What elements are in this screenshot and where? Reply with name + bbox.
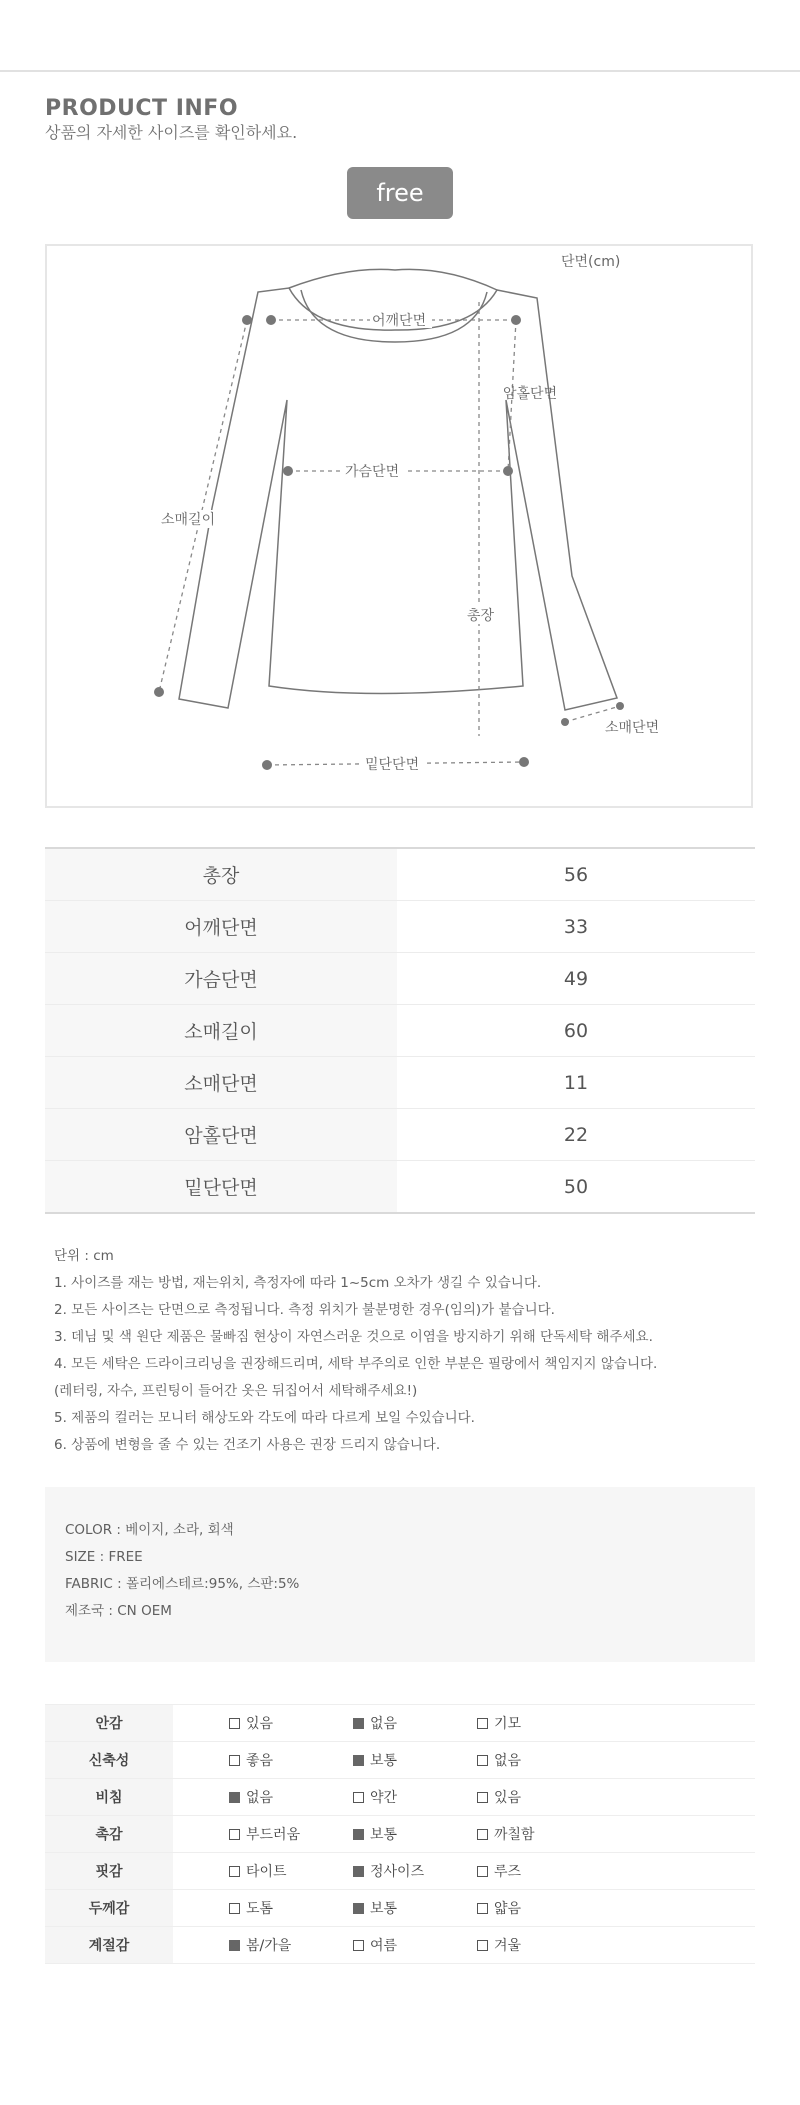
table-row (45, 1705, 755, 1742)
checkbox-icon (229, 1866, 240, 1877)
checkbox-icon (477, 1718, 488, 1729)
size-table (45, 847, 755, 1214)
size-value: 33 (397, 901, 755, 953)
checkbox-icon (477, 1940, 488, 1951)
size-tab-free[interactable]: free (347, 167, 453, 219)
table-row (45, 1109, 755, 1161)
checkbox-icon (477, 1755, 488, 1766)
table-row (45, 1161, 755, 1214)
checkbox-icon (229, 1903, 240, 1914)
attribute-label: 촉감 (45, 1816, 173, 1853)
neckline (289, 269, 497, 342)
note-line: 4. 모든 세탁은 드라이크리닝을 권장해드리며, 세탁 부주의로 인한 부분은 필랑에서 책임지지 않습니다. (54, 1356, 658, 1372)
checkbox-option: 있음 (229, 1713, 273, 1733)
checkbox-icon (477, 1829, 488, 1840)
unit-note: 단면(cm) (561, 254, 621, 270)
color-info: COLOR : 베이지, 소라, 회색 (65, 1522, 234, 1538)
note-line: 단위 : cm (54, 1248, 114, 1264)
origin-info: 제조국 : CN OEM (65, 1603, 172, 1619)
checkbox-icon (229, 1755, 240, 1766)
top-divider (0, 70, 800, 72)
size-info: SIZE : FREE (65, 1549, 143, 1565)
attribute-label: 안감 (45, 1705, 173, 1742)
size-value: 50 (397, 1161, 755, 1214)
sleeve-width-label: 소매단면 (605, 720, 660, 736)
checkbox-icon (229, 1718, 240, 1729)
checkbox-option: 약간 (353, 1787, 397, 1807)
checkbox-checked-icon (229, 1792, 240, 1803)
note-line: 1. 사이즈를 재는 방법, 재는위치, 측정자에 따라 1~5cm 오차가 생길 수 있습니다. (54, 1275, 542, 1291)
checkbox-option: 있음 (477, 1787, 521, 1807)
checkbox-icon (477, 1792, 488, 1803)
sleeve-length-label: 소매길이 (161, 512, 216, 528)
checkbox-option: 타이트 (229, 1861, 287, 1881)
checkbox-icon (477, 1903, 488, 1914)
note-line: (레터링, 자수, 프린팅이 들어간 옷은 뒤집어서 세탁해주세요!) (54, 1383, 418, 1399)
checkbox-option: 없음 (229, 1787, 273, 1807)
checkbox-icon (477, 1866, 488, 1877)
size-value: 49 (397, 953, 755, 1005)
size-label: 가슴단면 (45, 953, 397, 1005)
checkbox-option: 부드러움 (229, 1824, 300, 1844)
table-row (45, 1005, 755, 1057)
garment-diagram (47, 246, 751, 806)
page-subtitle: 상품의 자세한 사이즈를 확인하세요. (45, 123, 298, 142)
checkbox-option: 보통 (353, 1750, 397, 1770)
armhole-label: 암홀단면 (503, 386, 558, 402)
size-label: 소매길이 (45, 1005, 397, 1057)
checkbox-option: 얇음 (477, 1898, 521, 1918)
product-info-box (45, 1487, 755, 1662)
table-row (45, 953, 755, 1005)
shoulder-label: 어깨단면 (372, 313, 427, 329)
table-row (45, 1927, 755, 1964)
size-value: 22 (397, 1109, 755, 1161)
checkbox-option: 까칠함 (477, 1824, 535, 1844)
size-label: 소매단면 (45, 1057, 397, 1109)
attribute-label: 신축성 (45, 1742, 173, 1779)
checkbox-checked-icon (353, 1866, 364, 1877)
fabric-info: FABRIC : 폴리에스테르:95%, 스판:5% (65, 1576, 300, 1592)
checkbox-checked-icon (353, 1903, 364, 1914)
checkbox-option: 도톰 (229, 1898, 273, 1918)
checkbox-checked-icon (229, 1940, 240, 1951)
table-row (45, 848, 755, 901)
size-diagram (45, 244, 753, 808)
checkbox-option: 보통 (353, 1898, 397, 1918)
attribute-label: 계절감 (45, 1927, 173, 1964)
table-row (45, 1779, 755, 1816)
size-label: 암홀단면 (45, 1109, 397, 1161)
attribute-label: 비침 (45, 1779, 173, 1816)
checkbox-checked-icon (353, 1829, 364, 1840)
size-notes (54, 1243, 657, 1459)
checkbox-checked-icon (353, 1755, 364, 1766)
garment-outline (179, 288, 617, 710)
size-label: 밑단단면 (45, 1161, 397, 1214)
checkbox-option: 여름 (353, 1935, 397, 1955)
size-value: 11 (397, 1057, 755, 1109)
note-line: 3. 데님 및 색 원단 제품은 물빠짐 현상이 자연스러운 것으로 이염을 방지하기 위해 단독세탁 해주세요. (54, 1329, 653, 1345)
size-value: 60 (397, 1005, 755, 1057)
checkbox-option: 없음 (477, 1750, 521, 1770)
checkbox-icon (353, 1940, 364, 1951)
checkbox-option: 루즈 (477, 1861, 521, 1881)
table-row (45, 1816, 755, 1853)
checkbox-checked-icon (353, 1718, 364, 1729)
total-length-label: 총장 (467, 608, 495, 624)
checkbox-option: 겨울 (477, 1935, 521, 1955)
page-title: PRODUCT INFO (45, 96, 239, 121)
checkbox-option: 보통 (353, 1824, 397, 1844)
attribute-table (45, 1704, 755, 1964)
table-row (45, 1742, 755, 1779)
hem-label: 밑단단면 (365, 757, 420, 773)
table-row (45, 1890, 755, 1927)
note-line: 5. 제품의 컬러는 모니터 해상도와 각도에 따라 다르게 보일 수있습니다. (54, 1410, 475, 1426)
checkbox-option: 정사이즈 (353, 1861, 424, 1881)
checkbox-option: 봄/가을 (229, 1935, 291, 1955)
checkbox-icon (353, 1792, 364, 1803)
checkbox-icon (229, 1829, 240, 1840)
size-label: 총장 (45, 848, 397, 901)
note-line: 6. 상품에 변형을 줄 수 있는 건조기 사용은 권장 드리지 않습니다. (54, 1437, 441, 1453)
attribute-label: 핏감 (45, 1853, 173, 1890)
table-row (45, 901, 755, 953)
checkbox-option: 좋음 (229, 1750, 273, 1770)
attribute-label: 두께감 (45, 1890, 173, 1927)
note-line: 2. 모든 사이즈는 단면으로 측정됩니다. 측정 위치가 불분명한 경우(임의)가 붙습니다. (54, 1302, 555, 1318)
chest-label: 가슴단면 (345, 464, 400, 480)
checkbox-option: 기모 (477, 1713, 521, 1733)
table-row (45, 1057, 755, 1109)
checkbox-option: 없음 (353, 1713, 397, 1733)
size-label: 어깨단면 (45, 901, 397, 953)
sleeve-length-measure-line (159, 320, 247, 692)
table-row (45, 1853, 755, 1890)
size-value: 56 (397, 848, 755, 901)
